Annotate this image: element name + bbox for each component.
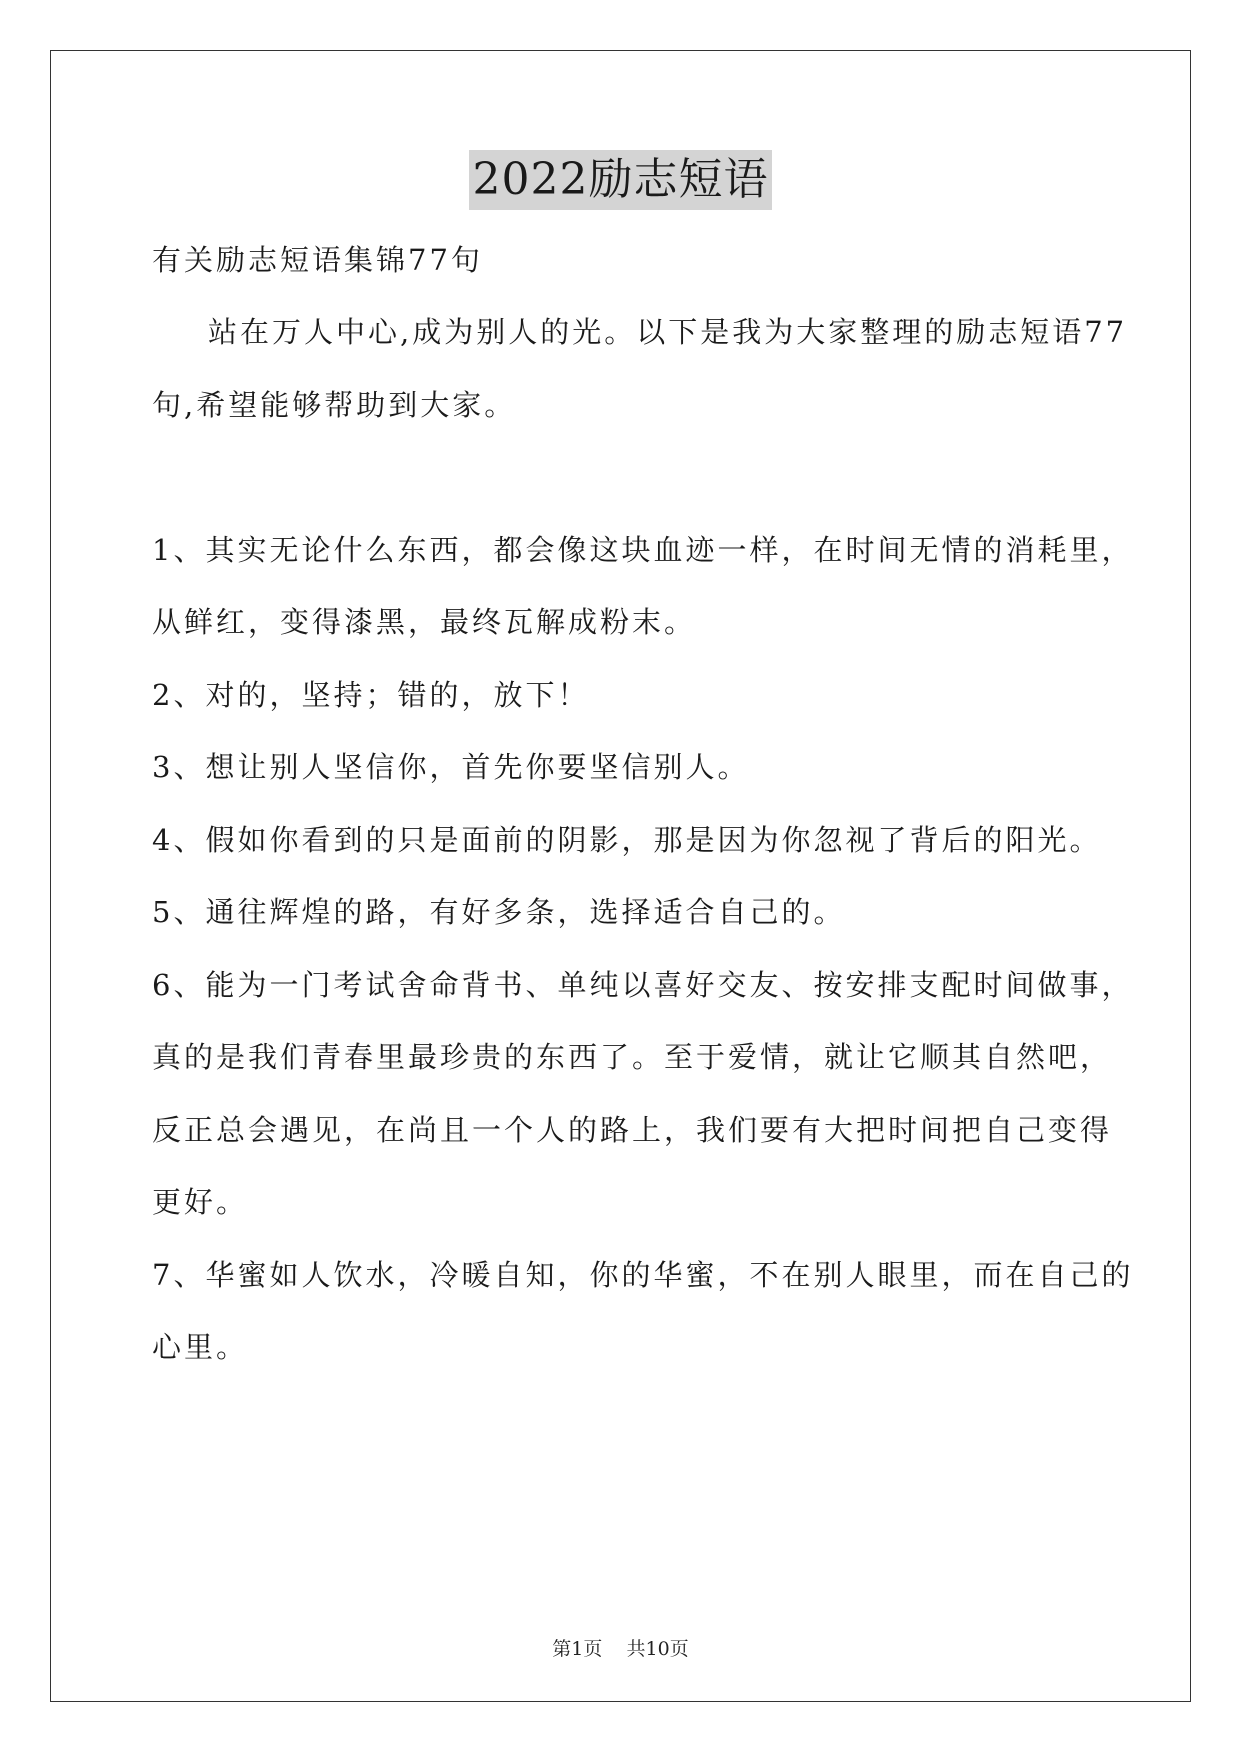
content-line: 1、其实无论什么东西，都会像这块血迹一样，在时间无情的消耗里， — [152, 533, 1134, 567]
content-line: 5、通往辉煌的路，有好多条，选择适合自己的。 — [152, 895, 846, 929]
content-line: 真的是我们青春里最珍贵的东西了。至于爱情，就让它顺其自然吧， — [152, 1040, 1113, 1074]
page-footer — [0, 1636, 1241, 1662]
intro-line: 句,希望能够帮助到大家。 — [152, 388, 517, 422]
content-line: 4、假如你看到的只是面前的阴影，那是因为你忽视了背后的阳光。 — [152, 823, 1102, 857]
content-line: 7、华蜜如人饮水，冷暖自知，你的华蜜，不在别人眼里，而在自己的 — [152, 1258, 1134, 1292]
content-line: 心里。 — [152, 1330, 249, 1364]
document-title: 2022励志短语 — [469, 150, 773, 210]
content-line: 2、对的，坚持；错的，放下！ — [152, 678, 590, 712]
content-line: 3、想让别人坚信你，首先你要坚信别人。 — [152, 750, 750, 784]
content-line: 反正总会遇见，在尚且一个人的路上，我们要有大把时间把自己变得 — [152, 1113, 1113, 1147]
content-line: 6、能为一门考试舍命背书、单纯以喜好交友、按安排支配时间做事， — [152, 968, 1134, 1002]
content-line: 更好。 — [152, 1185, 249, 1219]
title-container — [0, 150, 1241, 210]
intro-line: 站在万人中心,成为别人的光。以下是我为大家整理的励志短语77 — [208, 315, 1128, 349]
content-line: 从鲜红，变得漆黑，最终瓦解成粉末。 — [152, 605, 697, 639]
subtitle: 有关励志短语集锦77句 — [152, 243, 483, 277]
page-border — [50, 50, 1191, 1702]
page-number: 第1页 — [552, 1638, 603, 1660]
page-total: 共10页 — [626, 1638, 689, 1660]
